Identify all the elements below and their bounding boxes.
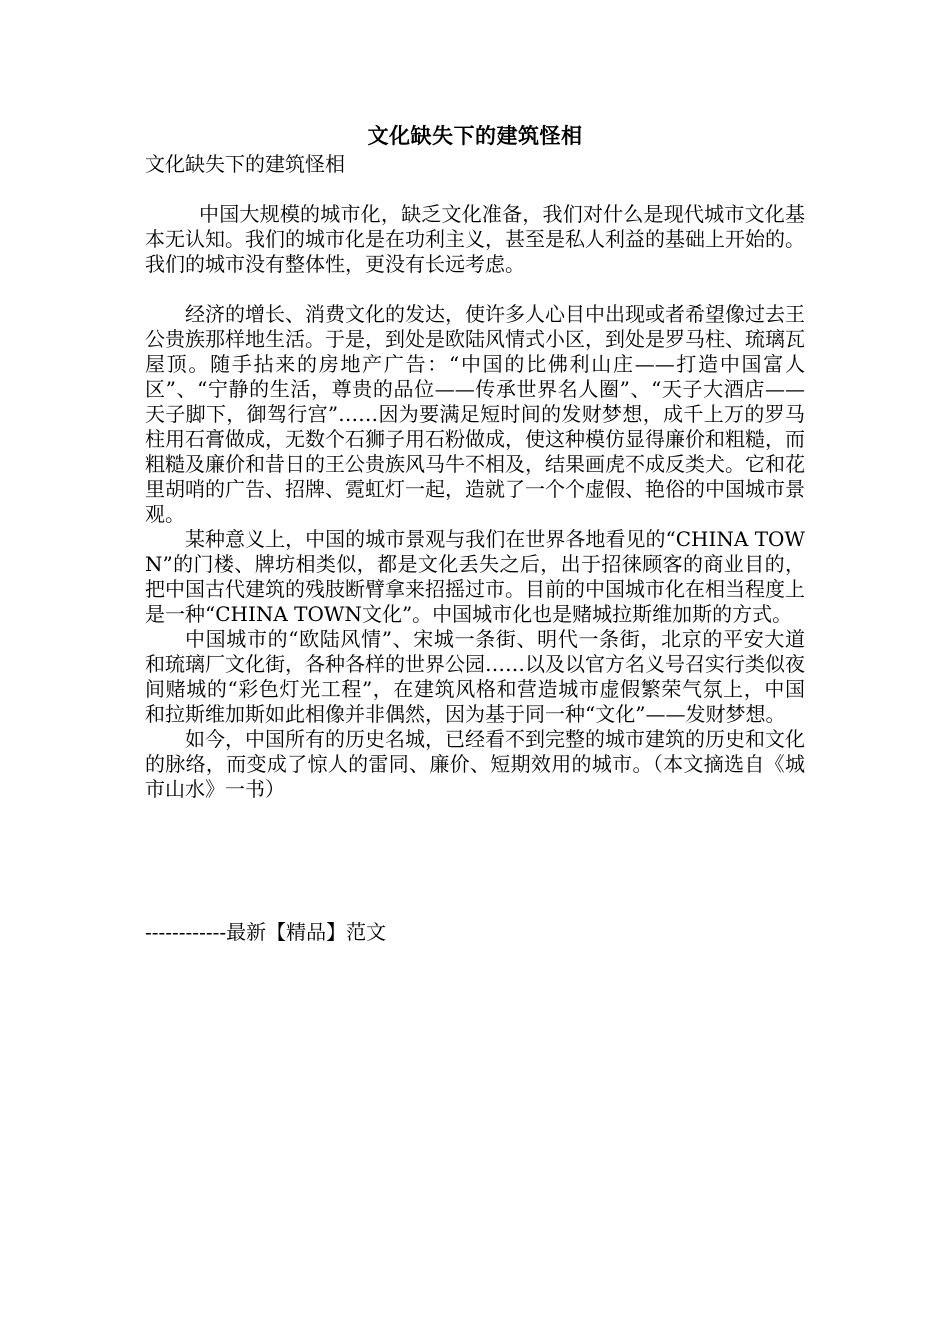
paragraph-5: 如今，中国所有的历史名城，已经看不到完整的城市建筑的历史和文化的脉络，而变成了惊人的雷同、廉价、短期效用的城市。（本文摘选自《城市山水》一书） [145,727,805,801]
paragraph-4: 中国城市的“欧陆风情”、宋城一条街、明代一条街，北京的平安大道和琉璃厂文化街，各种各样的世界公园……以及以官方名义号召实行类似夜间赌城的“彩色灯光工程”，在建筑风格和营造城市虚假繁荣气氛上，中国和拉斯维加斯如此相像并非偶然，因为基于同一种“文化”——发财梦想。 [145,627,805,726]
paragraph-2: 经济的增长、消费文化的发达，使许多人心目中出现或者希望像过去王公贵族那样地生活。于是，到处是欧陆风情式小区，到处是罗马柱、琉璃瓦屋顶。随手拈来的房地产广告：“中国的比佛利山庄——打造中国富人区”、“宁静的生活，尊贵的品位——传承世界名人圈”、“天子大酒店——天子脚下，御驾行宫”……因为要满足短时间的发财梦想，成千上万的罗马柱用石膏做成，无数个石狮子用石粉做成，使这种模仿显得廉价和粗糙，而粗糙及廉价和昔日的王公贵族风马牛不相及，结果画虎不成反类犬。它和花里胡哨的广告、招牌、霓虹灯一起，造就了一个个虚假、艳俗的中国城市景观。 [145,302,805,526]
document-body [145,120,805,802]
footer-note: ------------最新【精品】范文 [145,920,387,944]
paragraph-3: 某种意义上，中国的城市景观与我们在世界各地看见的“CHINA TOWN”的门楼、牌坊相类似，都是文化丢失之后，出于招徕顾客的商业目的，把中国古代建筑的残肢断臂拿来招摇过市。目前的中国城市化在相当程度上是一种“CHINA TOWN文化”。中国城市化也是赌城拉斯维加斯的方式。 [145,527,805,626]
paragraph-1: 中国大规模的城市化，缺乏文化准备，我们对什么是现代城市文化基本无认知。我们的城市化是在功利主义，甚至是私人利益的基础上开始的。我们的城市没有整体性，更没有长远考虑。 [145,202,805,276]
document-subtitle: 文化缺失下的建筑怪相 [145,152,345,176]
document-title: 文化缺失下的建筑怪相 [367,123,583,148]
